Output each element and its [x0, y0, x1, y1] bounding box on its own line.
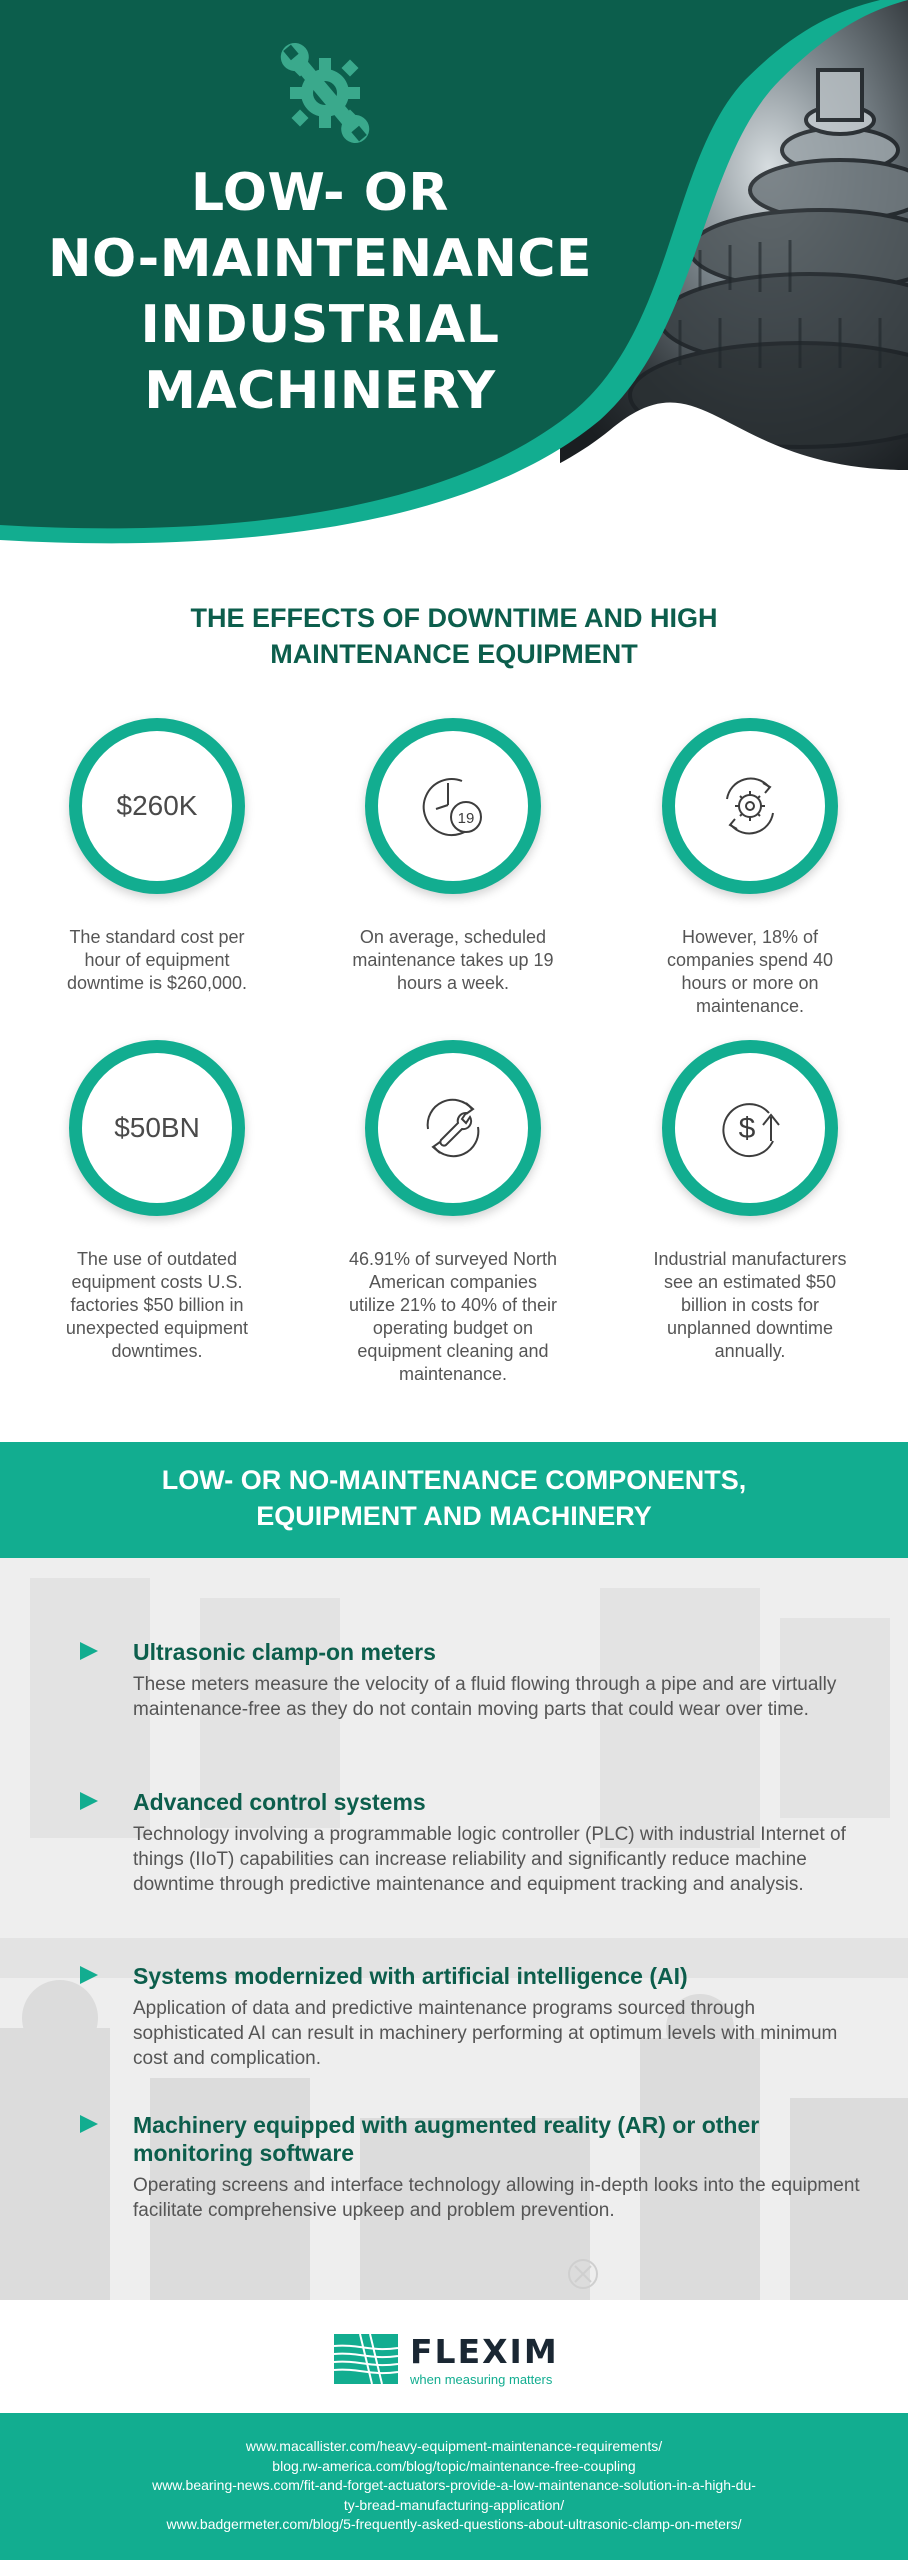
stat-item: [615, 718, 885, 1018]
stat-ring: [365, 1040, 541, 1216]
stat-item: [318, 718, 588, 995]
effects-title-line: MAINTENANCE EQUIPMENT: [270, 639, 638, 669]
source-line: www.bearing-news.com/fit-and-forget-actuators-provide-a-low-maintenance-solution-in-a-high-du-: [152, 2477, 756, 2493]
source-line: blog.rw-america.com/blog/topic/maintenance-free-coupling: [272, 2457, 636, 2474]
clock-number: 19: [457, 810, 475, 827]
item-desc: Operating screens and interface technology allowing in-depth looks into the equipment facilitate comprehensive upkeep and problem prevention.: [133, 2175, 860, 2221]
stat-text: However, 18% of companies spend 40 hours or more on maintenance.: [666, 927, 834, 1016]
hero-title-line: MACHINERY: [144, 361, 496, 421]
sources-footer: [0, 2413, 908, 2560]
components-panel: [0, 1558, 908, 2300]
effects-title: [100, 600, 808, 672]
flexim-logo-mark-icon: [330, 2330, 402, 2388]
item-desc: Application of data and predictive maintenance programs sourced through sophisticated AI can result in machinery performing at optimum levels with minimum cost and complication.: [133, 1998, 838, 2069]
arrow-bullet-icon: [80, 1966, 98, 1984]
logo-tagline: when measuring matters: [410, 2372, 553, 2387]
components-banner: [0, 1442, 908, 1558]
logo-word: FLEXIM: [410, 2332, 559, 2371]
stat-text: 46.91% of surveyed North American companies utilize 21% to 40% of their operating budget on equipment cleaning and maintenance.: [348, 1249, 558, 1384]
svg-text:$: $: [738, 1112, 756, 1145]
stat-badge: $50BN: [114, 1112, 200, 1143]
item-title: Ultrasonic clamp-on meters: [133, 1639, 436, 1665]
stat-ring: [69, 718, 245, 894]
wrench-gear-icon: [270, 38, 380, 148]
dollar-up-icon: [713, 1091, 787, 1165]
stat-text: On average, scheduled maintenance takes up 19 hours a week.: [352, 927, 554, 993]
list-item: [80, 1788, 870, 1897]
list-item: [80, 1962, 870, 2071]
sources-list: [40, 2437, 868, 2535]
hero-title-line: LOW- OR: [191, 163, 449, 223]
hero-title-line: NO-MAINTENANCE: [47, 229, 593, 289]
item-title: Systems modernized with artificial intelligence (AI): [133, 1963, 688, 1989]
list-item: [80, 2111, 870, 2223]
stat-item: [318, 1040, 588, 1386]
hero: [0, 0, 908, 560]
item-desc: Technology involving a programmable logic controller (PLC) with industrial Internet of things (IIoT) capabilities can increase reliability and significantly reduce machine downtime through predictive maintenance and equipment tracking and analysis.: [133, 1824, 846, 1895]
source-line: www.macallister.com/heavy-equipment-maintenance-requirements/: [245, 2438, 663, 2454]
stat-ring: [662, 1040, 838, 1216]
components-title-line: EQUIPMENT AND MACHINERY: [256, 1501, 652, 1531]
stat-text: Industrial manufacturers see an estimated $50 billion in costs for unplanned downtime annually.: [653, 1249, 847, 1361]
stat-text: The standard cost per hour of equipment downtime is $260,000.: [66, 927, 248, 993]
stat-ring: [365, 718, 541, 894]
components-title: [60, 1462, 848, 1534]
wrench-cycle-icon: [414, 1089, 492, 1167]
stat-item: [615, 1040, 885, 1363]
stat-item: [22, 718, 292, 995]
hero-title-line: INDUSTRIAL: [140, 295, 500, 355]
list-item: [80, 1638, 870, 1722]
stat-badge: $260K: [116, 790, 198, 821]
item-title: Advanced control systems: [133, 1789, 426, 1815]
gear-cycle-icon: [713, 769, 787, 843]
flexim-logo: [330, 2326, 580, 2396]
arrow-bullet-icon: [80, 1792, 98, 1810]
components-title-line: LOW- OR NO-MAINTENANCE COMPONENTS,: [161, 1465, 747, 1495]
stat-ring: [69, 1040, 245, 1216]
source-line: ty-bread-manufacturing-application/: [343, 2496, 565, 2513]
arrow-bullet-icon: [80, 1642, 98, 1660]
clock-19-icon: [416, 769, 490, 843]
arrow-bullet-icon: [80, 2115, 98, 2133]
stat-item: [22, 1040, 292, 1363]
stat-text: The use of outdated equipment costs U.S. factories $50 billion in unexpected equipment downtimes.: [65, 1249, 249, 1361]
stat-ring: [662, 718, 838, 894]
effects-title-line: THE EFFECTS OF DOWNTIME AND HIGH: [190, 603, 718, 633]
item-title: Machinery equipped with augmented reality (AR) or other monitoring software: [133, 2112, 760, 2166]
item-desc: These meters measure the velocity of a fluid flowing through a pipe and are virtually maintenance-free as they do not contain moving parts that could wear over time.: [133, 1674, 837, 1720]
hero-title: [20, 160, 620, 424]
source-line: www.badgermeter.com/blog/5-frequently-asked-questions-about-ultrasonic-clamp-on-meters/: [166, 2516, 742, 2532]
